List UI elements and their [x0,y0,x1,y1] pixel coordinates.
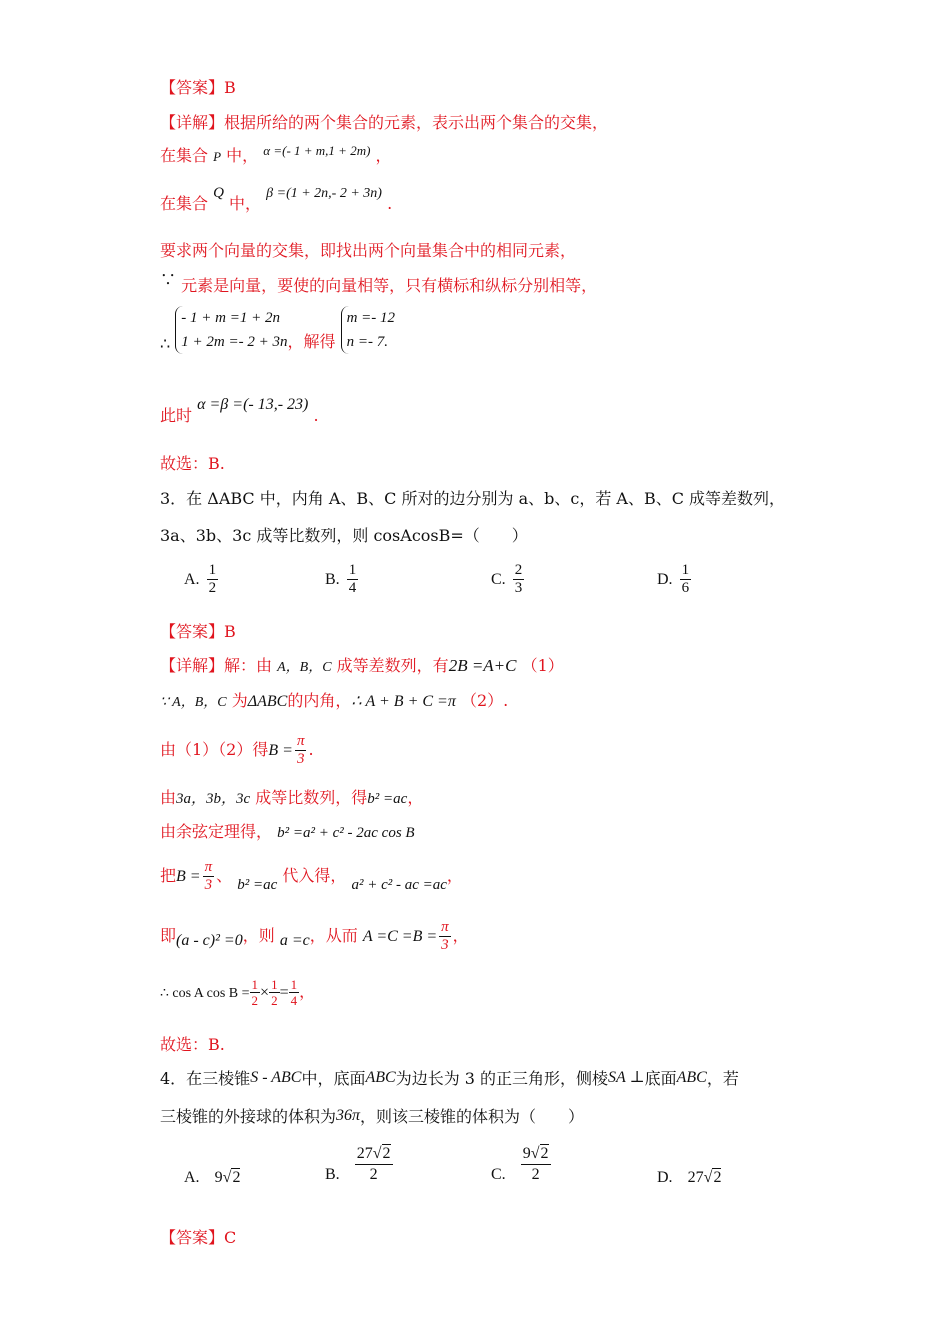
math: × [260,984,270,1001]
radicand: 2 [232,1169,241,1186]
q3-step-2 [160,691,508,713]
q3-step-7 [160,918,469,955]
denominator: 2 [271,993,278,1008]
fraction [250,977,261,1008]
q3-step-5 [160,822,415,843]
q2-now-line [160,396,319,427]
option-label: B. [325,571,340,588]
text: ，则 [242,926,275,945]
text: 在集合 [160,194,209,213]
radical-expression: 27√2 [687,1169,722,1186]
text: ， [375,146,392,165]
text: ， [407,788,424,807]
text: ， [452,926,469,945]
math: = [279,984,289,1001]
text: ，解得 [287,331,336,351]
denominator: 2 [251,993,259,1008]
text: 成等比数列，得 [255,788,368,807]
math: a =c [279,932,310,949]
coefficient: 9 [522,1145,531,1162]
text: . [313,406,319,425]
q3-option-c [491,562,526,597]
equation: n =- 7. [346,334,388,350]
math: SA ⊥ [608,1069,645,1086]
radicand: 2 [382,1145,391,1162]
text: . [387,194,393,213]
set-q: Q [213,185,224,201]
q4-option-b [325,1144,395,1185]
q3-option-d [657,562,693,597]
text: ，从而 [309,926,358,945]
fraction [269,977,280,1008]
math: b² =ac [367,791,408,807]
q2-set-p-line [160,143,392,167]
q4-stem-1 [160,1069,739,1090]
numerator: 1 [348,562,357,578]
q4-option-d [657,1167,721,1187]
numerator: 1 [681,562,690,578]
fraction [207,562,219,597]
math: ∴ cos A cos B = [160,986,250,1001]
denominator: 3 [296,751,305,767]
math: S - ABC [250,1069,302,1086]
denominator: 3 [441,937,449,953]
alpha-expression: α =(- 1 + m,1 + 2m) [263,143,371,158]
text: 代入得， [282,866,347,885]
q3-step-4 [160,788,423,809]
math: 2B =A+C [448,656,517,675]
fraction [203,859,215,894]
q3-answer: 【答案】B [160,622,236,641]
math: ΔABC [247,693,288,710]
coefficient: 27 [356,1145,373,1162]
text: 成等差数列，有 [336,656,449,675]
fraction [295,733,307,768]
equation-system-2 [341,306,395,354]
text: 把 [160,866,177,885]
denominator: 3 [204,877,213,893]
set-p: P [213,149,222,164]
q2-element-line [160,270,598,296]
q3-option-a [184,562,220,597]
math: (a - c)² =0 [176,932,243,949]
fraction [289,977,300,1008]
detail-label: 【详解】 [160,656,225,675]
beta-expression: β =(1 + 2n,- 2 + 3n) [266,186,382,201]
option-label: D. [657,571,673,588]
option-label: D. [657,1169,673,1186]
numerator: 1 [251,977,259,992]
fraction [439,919,451,954]
math: ∴ A + B + C =π [351,693,456,710]
radicand: 2 [540,1145,549,1162]
math: ABC [365,1069,396,1086]
math: b² =ac [237,877,278,893]
math: B = [268,742,293,759]
math: B = [176,868,201,885]
option-label: C. [491,571,506,588]
math: b² =a² + c² - 2ac cos B [277,825,415,841]
coefficient: 9 [214,1169,223,1186]
q3-stem-1: 3．在 ΔABC 中，内角 A、B、C 所对的边分别为 a、b、c，若 A、B、C 成等差数列， [160,489,786,508]
text: 由 [160,788,177,807]
text: 的内角， [287,691,352,710]
denominator: 6 [681,580,690,596]
numerator: 1 [290,977,298,992]
equality-expression: α =β =(- 13,- 23) [197,396,309,413]
numerator: π [204,859,213,875]
q4-option-a [184,1167,240,1187]
denominator: 2 [369,1166,378,1183]
radical-expression: 9√2 [214,1169,241,1186]
text: . [308,740,314,759]
denominator: 3 [514,580,523,596]
text: 中， [229,194,262,213]
q3-step-1 [160,656,564,678]
math: A =C =B = [362,928,438,945]
text: 为边长为 3 的正三角形，侧棱 [395,1069,609,1088]
text: （2）. [460,691,509,710]
coefficient: 27 [687,1169,704,1186]
fraction [347,562,359,597]
q3-stem-2: 3a、3b、3c 成等比数列，则 cosAcosB=（ ） [160,526,528,545]
text: 中，底面 [301,1069,366,1088]
math: ∵ A，B，C [160,695,227,710]
text: 4．在三棱锥 [160,1069,251,1088]
numerator: 9√2 [521,1144,551,1165]
radicand: 2 [713,1169,722,1186]
text: 在集合 [160,146,209,165]
numerator: 2 [514,562,523,578]
denominator: 4 [348,580,357,596]
math: A，B，C [277,660,332,675]
q2-system-line [160,306,395,354]
fraction [513,562,525,597]
q4-answer: 【答案】C [160,1228,237,1247]
denominator: 2 [531,1166,540,1183]
text: 此时 [160,406,193,425]
numerator: 1 [271,977,278,992]
q2-choose: 故选：B. [160,454,225,473]
q2-answer: 【答案】B [160,78,236,97]
option-label: C. [491,1166,506,1183]
option-label: A. [184,1169,200,1186]
text: 解：由 [224,656,273,675]
equation: m =- 12 [346,310,396,326]
detail-label: 【详解】 [160,113,225,132]
text: 、 [216,866,233,885]
because-symbol: ∵ [160,270,177,289]
numerator: 27√2 [355,1144,393,1165]
text: 中， [226,146,259,165]
q3-step-6 [160,858,463,895]
q2-detail-line [160,113,608,133]
q3-step-8 [160,974,315,1012]
text: ， [299,982,316,1001]
denominator: 2 [208,580,217,596]
q3-option-b [325,562,360,597]
fraction [355,1144,393,1185]
equation: 1 + 2m =- 2 + 3n [181,334,288,350]
fraction [521,1144,551,1185]
text: 为 [231,691,248,710]
q3-choose: 故选：B. [160,1035,225,1054]
equation: - 1 + m =1 + 2n [181,310,280,326]
math: 3a，3b，3c [176,791,251,807]
option-label: B. [325,1166,340,1183]
q2-set-q-line [160,185,393,216]
text: 底面 [644,1069,677,1088]
option-label: A. [184,571,200,588]
math: 36π [336,1107,361,1124]
text: 由（1）（2）得 [160,740,269,759]
therefore-symbol: ∴ [160,333,171,353]
text: （1） [521,656,564,675]
denominator: 4 [290,993,298,1008]
numerator: π [441,919,449,935]
q4-stem-2 [160,1107,584,1128]
text: ，则该三棱锥的体积为（ ） [360,1107,585,1126]
fraction [680,562,692,597]
text: ，若 [706,1069,739,1088]
text: 三棱锥的外接球的体积为 [160,1107,337,1126]
math: ABC [676,1069,707,1086]
q2-requirement-line: 要求两个向量的交集，即找出两个向量集合中的相同元素， [160,241,577,260]
text: 元素是向量，要使的向量相等，只有横标和纵标分别相等， [181,276,598,295]
q4-option-c [491,1144,553,1185]
text: ， [446,866,463,885]
numerator: π [296,733,305,749]
text: 由余弦定理得， [160,822,273,841]
numerator: 1 [208,562,217,578]
detail-text: 根据所给的两个集合的元素，表示出两个集合的交集， [224,113,609,132]
text: 即 [160,926,177,945]
math: a² + c² - ac =ac [351,877,447,893]
q3-step-3 [160,732,314,769]
equation-system-1 [175,306,287,354]
